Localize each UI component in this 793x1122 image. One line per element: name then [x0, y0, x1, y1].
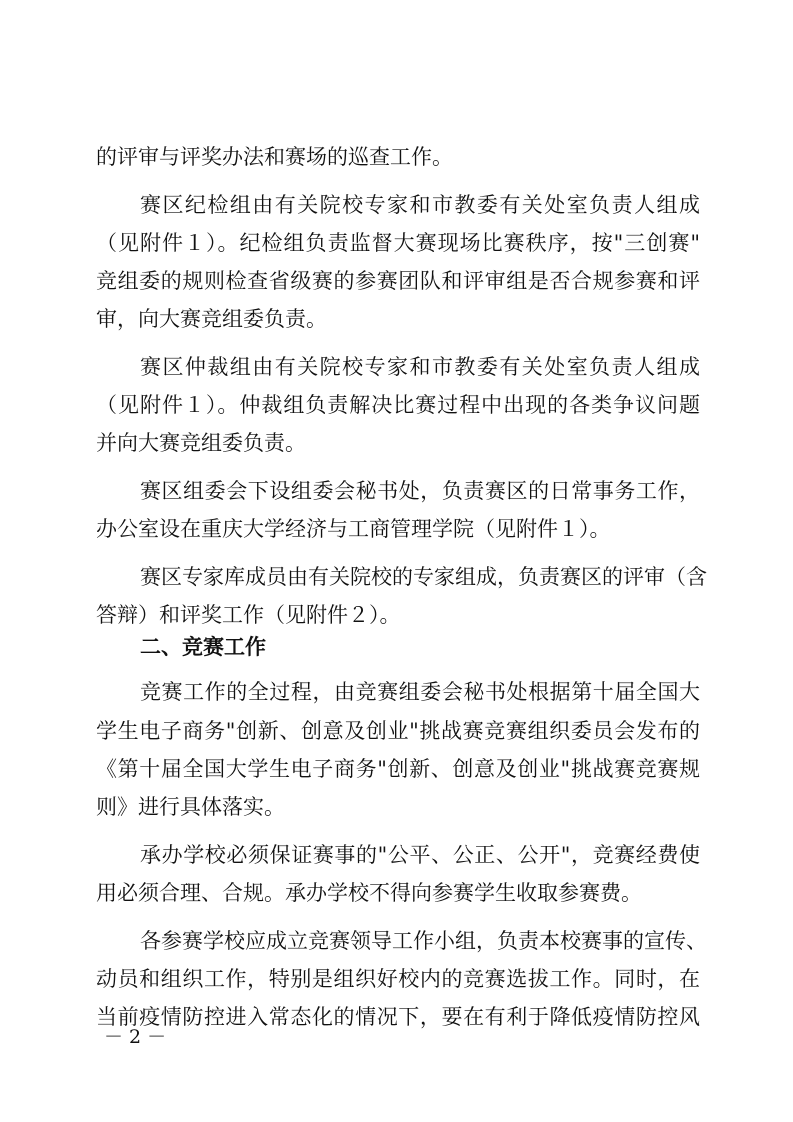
body-line: 的评审与评奖办法和赛场的巡查工作。 [96, 145, 453, 169]
body-line: 赛区专家库成员由有关院校的专家组成，负责赛区的评审（含 [140, 565, 707, 589]
body-line: 《第十届全国大学生电子商务"创新、创意及创业"挑战赛竞赛规 [96, 757, 700, 781]
body-line: 答辩）和评奖工作（见附件２）。 [96, 603, 401, 627]
body-line: 则》进行具体落实。 [96, 795, 285, 819]
body-line: （见附件１）。仲裁组负责解决比赛过程中出现的各类争议问题 [96, 393, 700, 417]
body-line: 当前疫情防控进入常态化的情况下，要在有利于降低疫情防控风 [96, 1005, 700, 1029]
body-line: 竞赛工作的全过程，由竞赛组委会秘书处根据第十届全国大 [140, 680, 700, 704]
body-line: 承办学校必须保证赛事的"公平、公正、公开"，竞赛经费使 [140, 843, 700, 867]
body-line: 赛区纪检组由有关院校专家和市教委有关处室负责人组成 [140, 193, 700, 217]
section-heading: 二、竞赛工作 [140, 635, 266, 659]
body-line: 动员和组织工作，特别是组织好校内的竞赛选拔工作。同时，在 [96, 967, 700, 991]
body-line: 用必须合理、合规。承办学校不得向参赛学生收取参赛费。 [96, 881, 642, 905]
body-line: 办公室设在重庆大学经济与工商管理学院（见附件１）。 [96, 517, 611, 541]
body-line: 赛区组委会下设组委会秘书处，负责赛区的日常事务工作， [140, 479, 700, 503]
body-line: （见附件１）。纪检组负责监督大赛现场比赛秩序，按"三创赛" [96, 231, 700, 255]
body-line: 赛区仲裁组由有关院校专家和市教委有关处室负责人组成 [140, 355, 700, 379]
body-line: 学生电子商务"创新、创意及创业"挑战赛竞赛组织委员会发布的 [96, 719, 700, 743]
body-line: 竞组委的规则检查省级赛的参赛团队和评审组是否合规参赛和评 [96, 269, 700, 293]
body-line: 审，向大赛竞组委负责。 [96, 307, 327, 331]
body-line: 各参赛学校应成立竞赛领导工作小组，负责本校赛事的宣传、 [140, 929, 707, 953]
body-line: 并向大赛竞组委负责。 [96, 431, 306, 455]
page-number: － 2 － [104, 1026, 167, 1048]
